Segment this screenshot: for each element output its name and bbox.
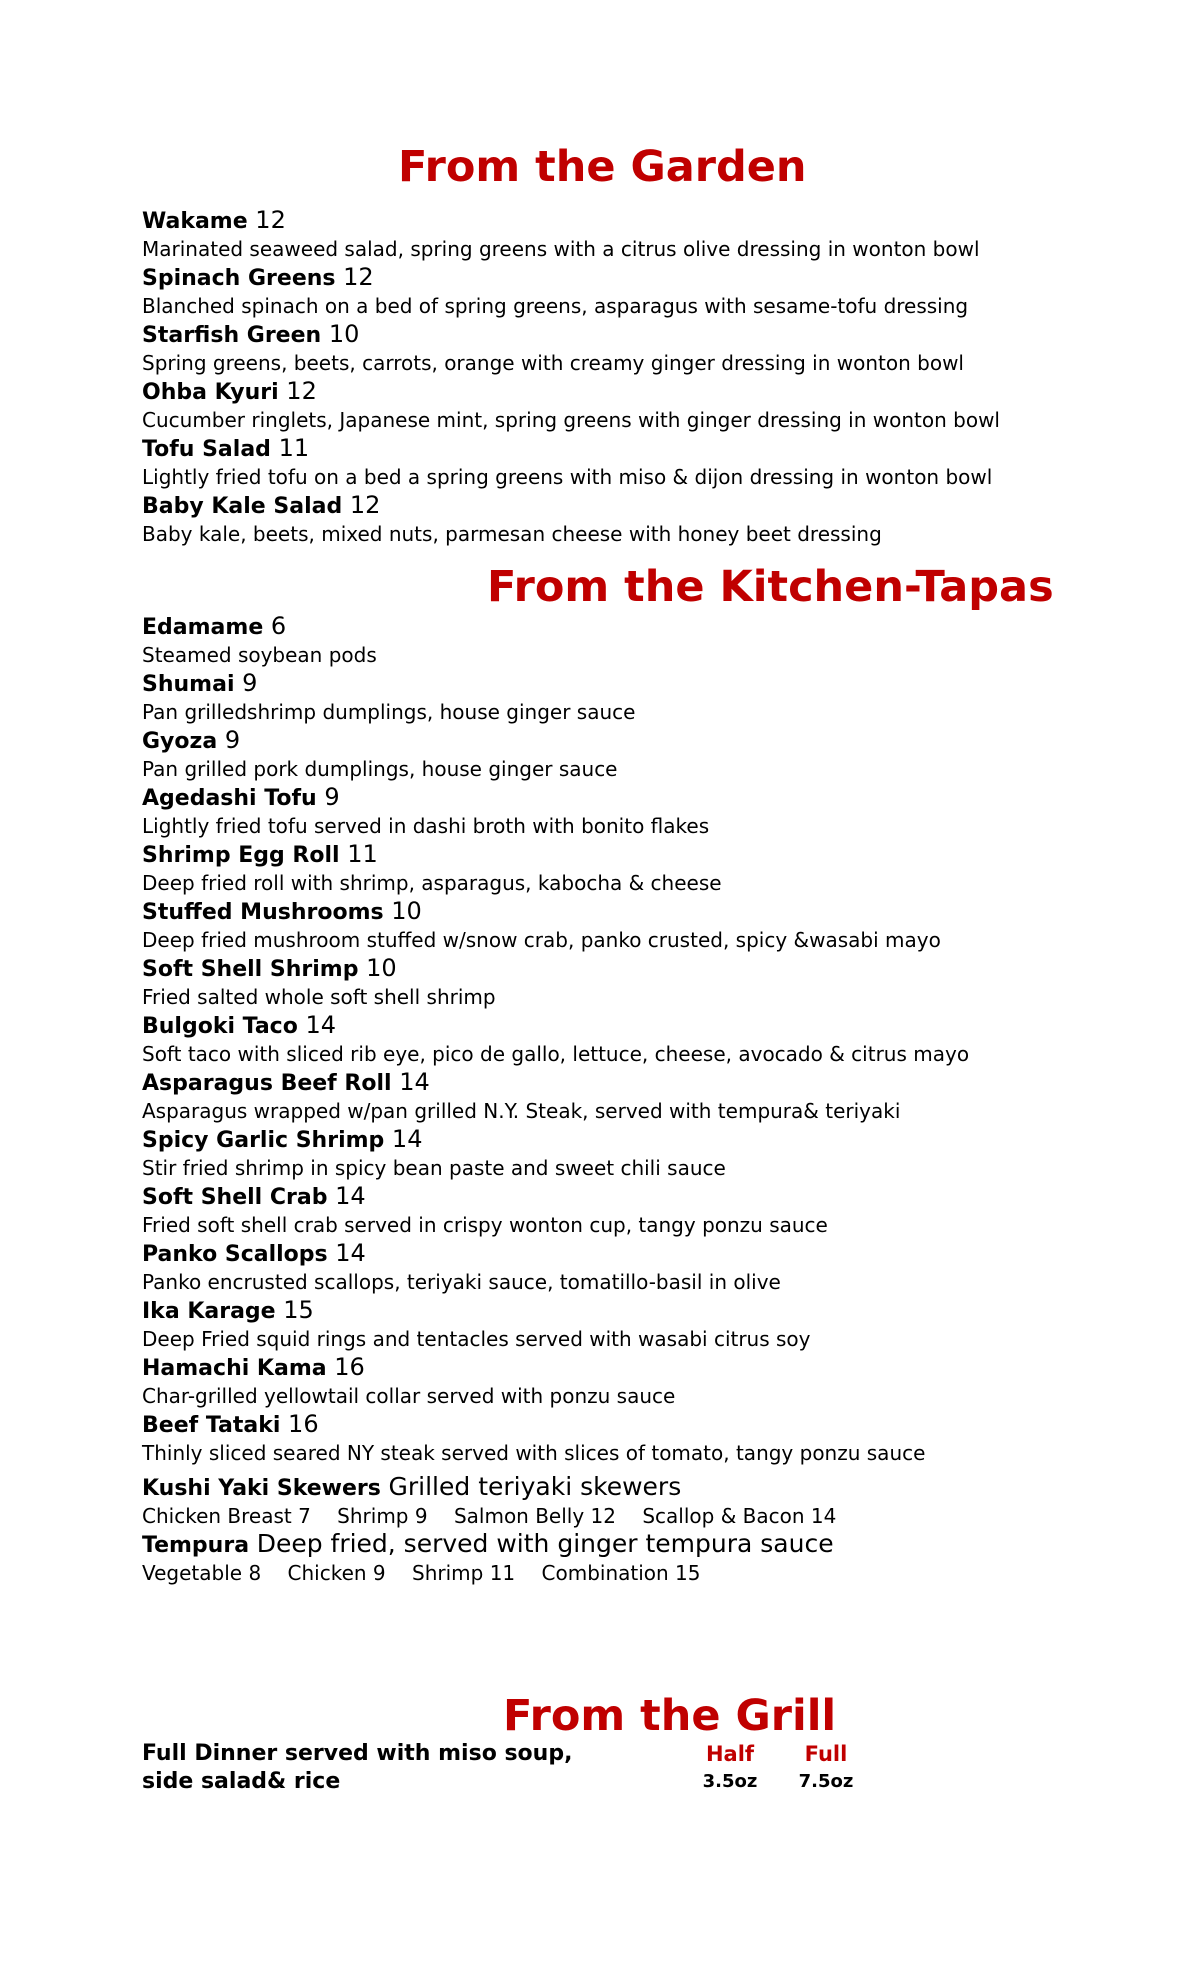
- menu-item-heading: [142, 783, 1082, 813]
- tempura-option: Chicken 9: [287, 1561, 386, 1585]
- menu-item-name: Bulgoki Taco: [142, 1014, 298, 1039]
- menu-item-price: 11: [347, 840, 378, 868]
- kushi-yaki-heading: [142, 1473, 1082, 1503]
- menu-item-name: Gyoza: [142, 729, 218, 754]
- menu-item-description: Thinly sliced seared NY steak served with slices of tomato, tangy ponzu sauce: [142, 1441, 926, 1465]
- menu-item-description: Pan grilled pork dumplings, house ginger sauce: [142, 757, 618, 781]
- grill-dinner-note: [142, 1740, 662, 1796]
- menu-item-heading: [142, 897, 1082, 927]
- menu-item-heading: [142, 377, 1082, 407]
- menu-item-name: Panko Scallops: [142, 1242, 328, 1267]
- menu-item-price: 9: [324, 783, 340, 811]
- menu-item-price: 14: [305, 1011, 337, 1039]
- menu-item-heading: [142, 954, 1082, 984]
- kushi-yaki-name: Kushi Yaki Skewers: [142, 1476, 381, 1501]
- menu-item-description: Cucumber ringlets, Japanese mint, spring greens with ginger dressing in wonton bowl: [142, 408, 1000, 432]
- kitchen-list: [142, 612, 1082, 1587]
- menu-item-heading: [142, 1296, 1082, 1326]
- menu-item-description: Deep fried roll with shrimp, asparagus, kabocha & cheese: [142, 871, 722, 895]
- menu-item-price: 14: [335, 1239, 366, 1267]
- menu-item: [142, 1068, 1082, 1125]
- grill-header: [142, 1740, 902, 1800]
- menu-item-heading: [142, 491, 1082, 521]
- menu-item-price: 16: [288, 1410, 319, 1438]
- half-label: Half: [705, 1742, 755, 1766]
- menu-item-name: Soft Shell Shrimp: [142, 957, 359, 982]
- menu-item-description: Marinated seaweed salad, spring greens with a citrus olive dressing in wonton bowl: [142, 237, 980, 261]
- menu-item: [142, 612, 1082, 669]
- tempura-heading: [142, 1530, 1082, 1560]
- menu-item-heading: [142, 669, 1082, 699]
- grill-note-line: Full Dinner served with miso soup,: [142, 1741, 573, 1766]
- menu-item-name: Ohba Kyuri: [142, 380, 279, 405]
- menu-item: [142, 1182, 1082, 1239]
- kushi-option: Salmon Belly 12: [453, 1504, 616, 1528]
- tempura-option: Combination 15: [541, 1561, 701, 1585]
- menu-item-heading: [142, 1410, 1082, 1440]
- kushi-option: Scallop & Bacon 14: [642, 1504, 837, 1528]
- tempura-option: Vegetable 8: [142, 1561, 262, 1585]
- menu-item-description: Spring greens, beets, carrots, orange with creamy ginger dressing in wonton bowl: [142, 351, 964, 375]
- menu-item: [142, 897, 1082, 954]
- menu-item-description: Fried salted whole soft shell shrimp: [142, 985, 496, 1009]
- menu-item-price: 12: [286, 377, 317, 405]
- menu-item-name: Stuffed Mushrooms: [142, 900, 384, 925]
- menu-item-heading: [142, 726, 1082, 756]
- tempura-subtitle: Deep fried, served with ginger tempura sauce: [256, 1529, 834, 1558]
- menu-item-heading: [142, 1011, 1082, 1041]
- menu-item-price: 9: [242, 669, 258, 697]
- menu-item-price: 12: [343, 263, 374, 291]
- full-label: Full: [804, 1742, 848, 1766]
- menu-item-price: 11: [278, 434, 310, 462]
- menu-item-heading: [142, 840, 1082, 870]
- menu-item-description: Panko encrusted scallops, teriyaki sauce, tomatillo-basil in olive: [142, 1270, 781, 1294]
- menu-item: [142, 1239, 1082, 1296]
- menu-item-name: Shrimp Egg Roll: [142, 843, 340, 868]
- menu-item-price: 12: [349, 491, 381, 519]
- menu-item-name: Spicy Garlic Shrimp: [142, 1128, 385, 1153]
- menu-item-heading: [142, 434, 1082, 464]
- menu-item-price: 14: [399, 1068, 430, 1096]
- menu-item: [142, 206, 1082, 263]
- menu-item: [142, 726, 1082, 783]
- menu-item-name: Beef Tataki: [142, 1413, 281, 1438]
- kushi-yaki-subtitle: Grilled teriyaki skewers: [388, 1472, 682, 1501]
- menu-item-price: 9: [224, 726, 241, 754]
- full-column: [786, 1740, 866, 1796]
- menu-item-description: Steamed soybean pods: [142, 643, 377, 667]
- menu-item-description: Pan grilledshrimp dumplings, house ginger sauce: [142, 700, 636, 724]
- kushi-option: Chicken Breast 7: [142, 1504, 311, 1528]
- tempura-option: Shrimp 11: [412, 1561, 516, 1585]
- tempura-name: Tempura: [142, 1533, 250, 1558]
- menu-item-name: Asparagus Beef Roll: [142, 1071, 392, 1096]
- menu-item-name: Spinach Greens: [142, 266, 336, 291]
- menu-item-name: Starfish Green: [142, 323, 322, 348]
- half-size: 3.5oz: [702, 1771, 758, 1792]
- menu-item: [142, 954, 1082, 1011]
- menu-item: [142, 434, 1082, 491]
- menu-item-heading: [142, 206, 1082, 236]
- menu-item-description: Blanched spinach on a bed of spring greens, asparagus with sesame-tofu dressing: [142, 294, 969, 318]
- menu-item-name: Ika Karage: [142, 1299, 276, 1324]
- menu-item-name: Agedashi Tofu: [142, 786, 317, 811]
- menu-item: [142, 1296, 1082, 1353]
- menu-item-name: Edamame: [142, 615, 264, 640]
- menu-item-description: Lightly fried tofu served in dashi broth with bonito flakes: [142, 814, 710, 838]
- menu-item-description: Lightly fried tofu on a bed a spring greens with miso & dijon dressing in wonton bowl: [142, 465, 993, 489]
- menu-item-description: Fried soft shell crab served in crispy wonton cup, tangy ponzu sauce: [142, 1213, 828, 1237]
- menu-item-heading: [142, 1125, 1082, 1155]
- menu-item: [142, 1125, 1082, 1182]
- kushi-yaki-options: [142, 1503, 1082, 1530]
- menu-item-price: 10: [366, 954, 397, 982]
- menu-item: [142, 1410, 1082, 1467]
- menu-item: [142, 783, 1082, 840]
- menu-item-description: Deep Fried squid rings and tentacles served with wasabi citrus soy: [142, 1327, 811, 1351]
- menu-item-price: 15: [283, 1296, 314, 1324]
- garden-list: [142, 206, 1082, 548]
- menu-item: [142, 320, 1082, 377]
- menu-item-name: Wakame: [142, 209, 248, 234]
- menu-item-description: Baby kale, beets, mixed nuts, parmesan cheese with honey beet dressing: [142, 522, 882, 546]
- menu-item-price: 12: [255, 206, 286, 234]
- menu-item-name: Baby Kale Salad: [142, 494, 343, 519]
- menu-item: [142, 669, 1082, 726]
- menu-item-description: Stir fried shrimp in spicy bean paste and sweet chili sauce: [142, 1156, 726, 1180]
- menu-item-description: Deep fried mushroom stuffed w/snow crab, panko crusted, spicy &wasabi mayo: [142, 928, 941, 952]
- menu-item-name: Hamachi Kama: [142, 1356, 327, 1381]
- menu-item-price: 10: [391, 897, 422, 925]
- menu-item: [142, 840, 1082, 897]
- full-size: 7.5oz: [798, 1771, 854, 1792]
- menu-item: [142, 377, 1082, 434]
- garden-title: From the Garden: [398, 142, 807, 192]
- half-column: [690, 1740, 770, 1796]
- menu-item-description: Soft taco with sliced rib eye, pico de gallo, lettuce, cheese, avocado & citrus mayo: [142, 1042, 970, 1066]
- menu-item-price: 6: [270, 612, 287, 640]
- menu-item-name: Soft Shell Crab: [142, 1185, 328, 1210]
- menu-item: [142, 491, 1082, 548]
- menu-item-heading: [142, 1068, 1082, 1098]
- menu-item-heading: [142, 1182, 1082, 1212]
- menu-item-heading: [142, 612, 1082, 642]
- kitchen-title: From the Kitchen-Tapas: [487, 562, 1054, 612]
- kushi-option: Shrimp 9: [337, 1504, 428, 1528]
- menu-item-price: 10: [328, 320, 360, 348]
- menu-item-heading: [142, 1239, 1082, 1269]
- menu-item: [142, 263, 1082, 320]
- menu-item-price: 14: [335, 1182, 366, 1210]
- menu-item-price: 16: [334, 1353, 365, 1381]
- menu-item-description: Char-grilled yellowtail collar served with ponzu sauce: [142, 1384, 676, 1408]
- menu-item-heading: [142, 263, 1082, 293]
- tempura-options: [142, 1560, 1082, 1587]
- grill-note-line: side salad& rice: [142, 1769, 341, 1794]
- menu-item-heading: [142, 1353, 1082, 1383]
- grill-title: From the Grill: [503, 1691, 837, 1741]
- menu-item: [142, 1011, 1082, 1068]
- menu-item: [142, 1353, 1082, 1410]
- menu-item-description: Asparagus wrapped w/pan grilled N.Y. Steak, served with tempura& teriyaki: [142, 1099, 901, 1123]
- menu-item-name: Tofu Salad: [142, 437, 271, 462]
- menu-item-heading: [142, 320, 1082, 350]
- menu-item-name: Shumai: [142, 672, 235, 697]
- menu-item-price: 14: [391, 1125, 423, 1153]
